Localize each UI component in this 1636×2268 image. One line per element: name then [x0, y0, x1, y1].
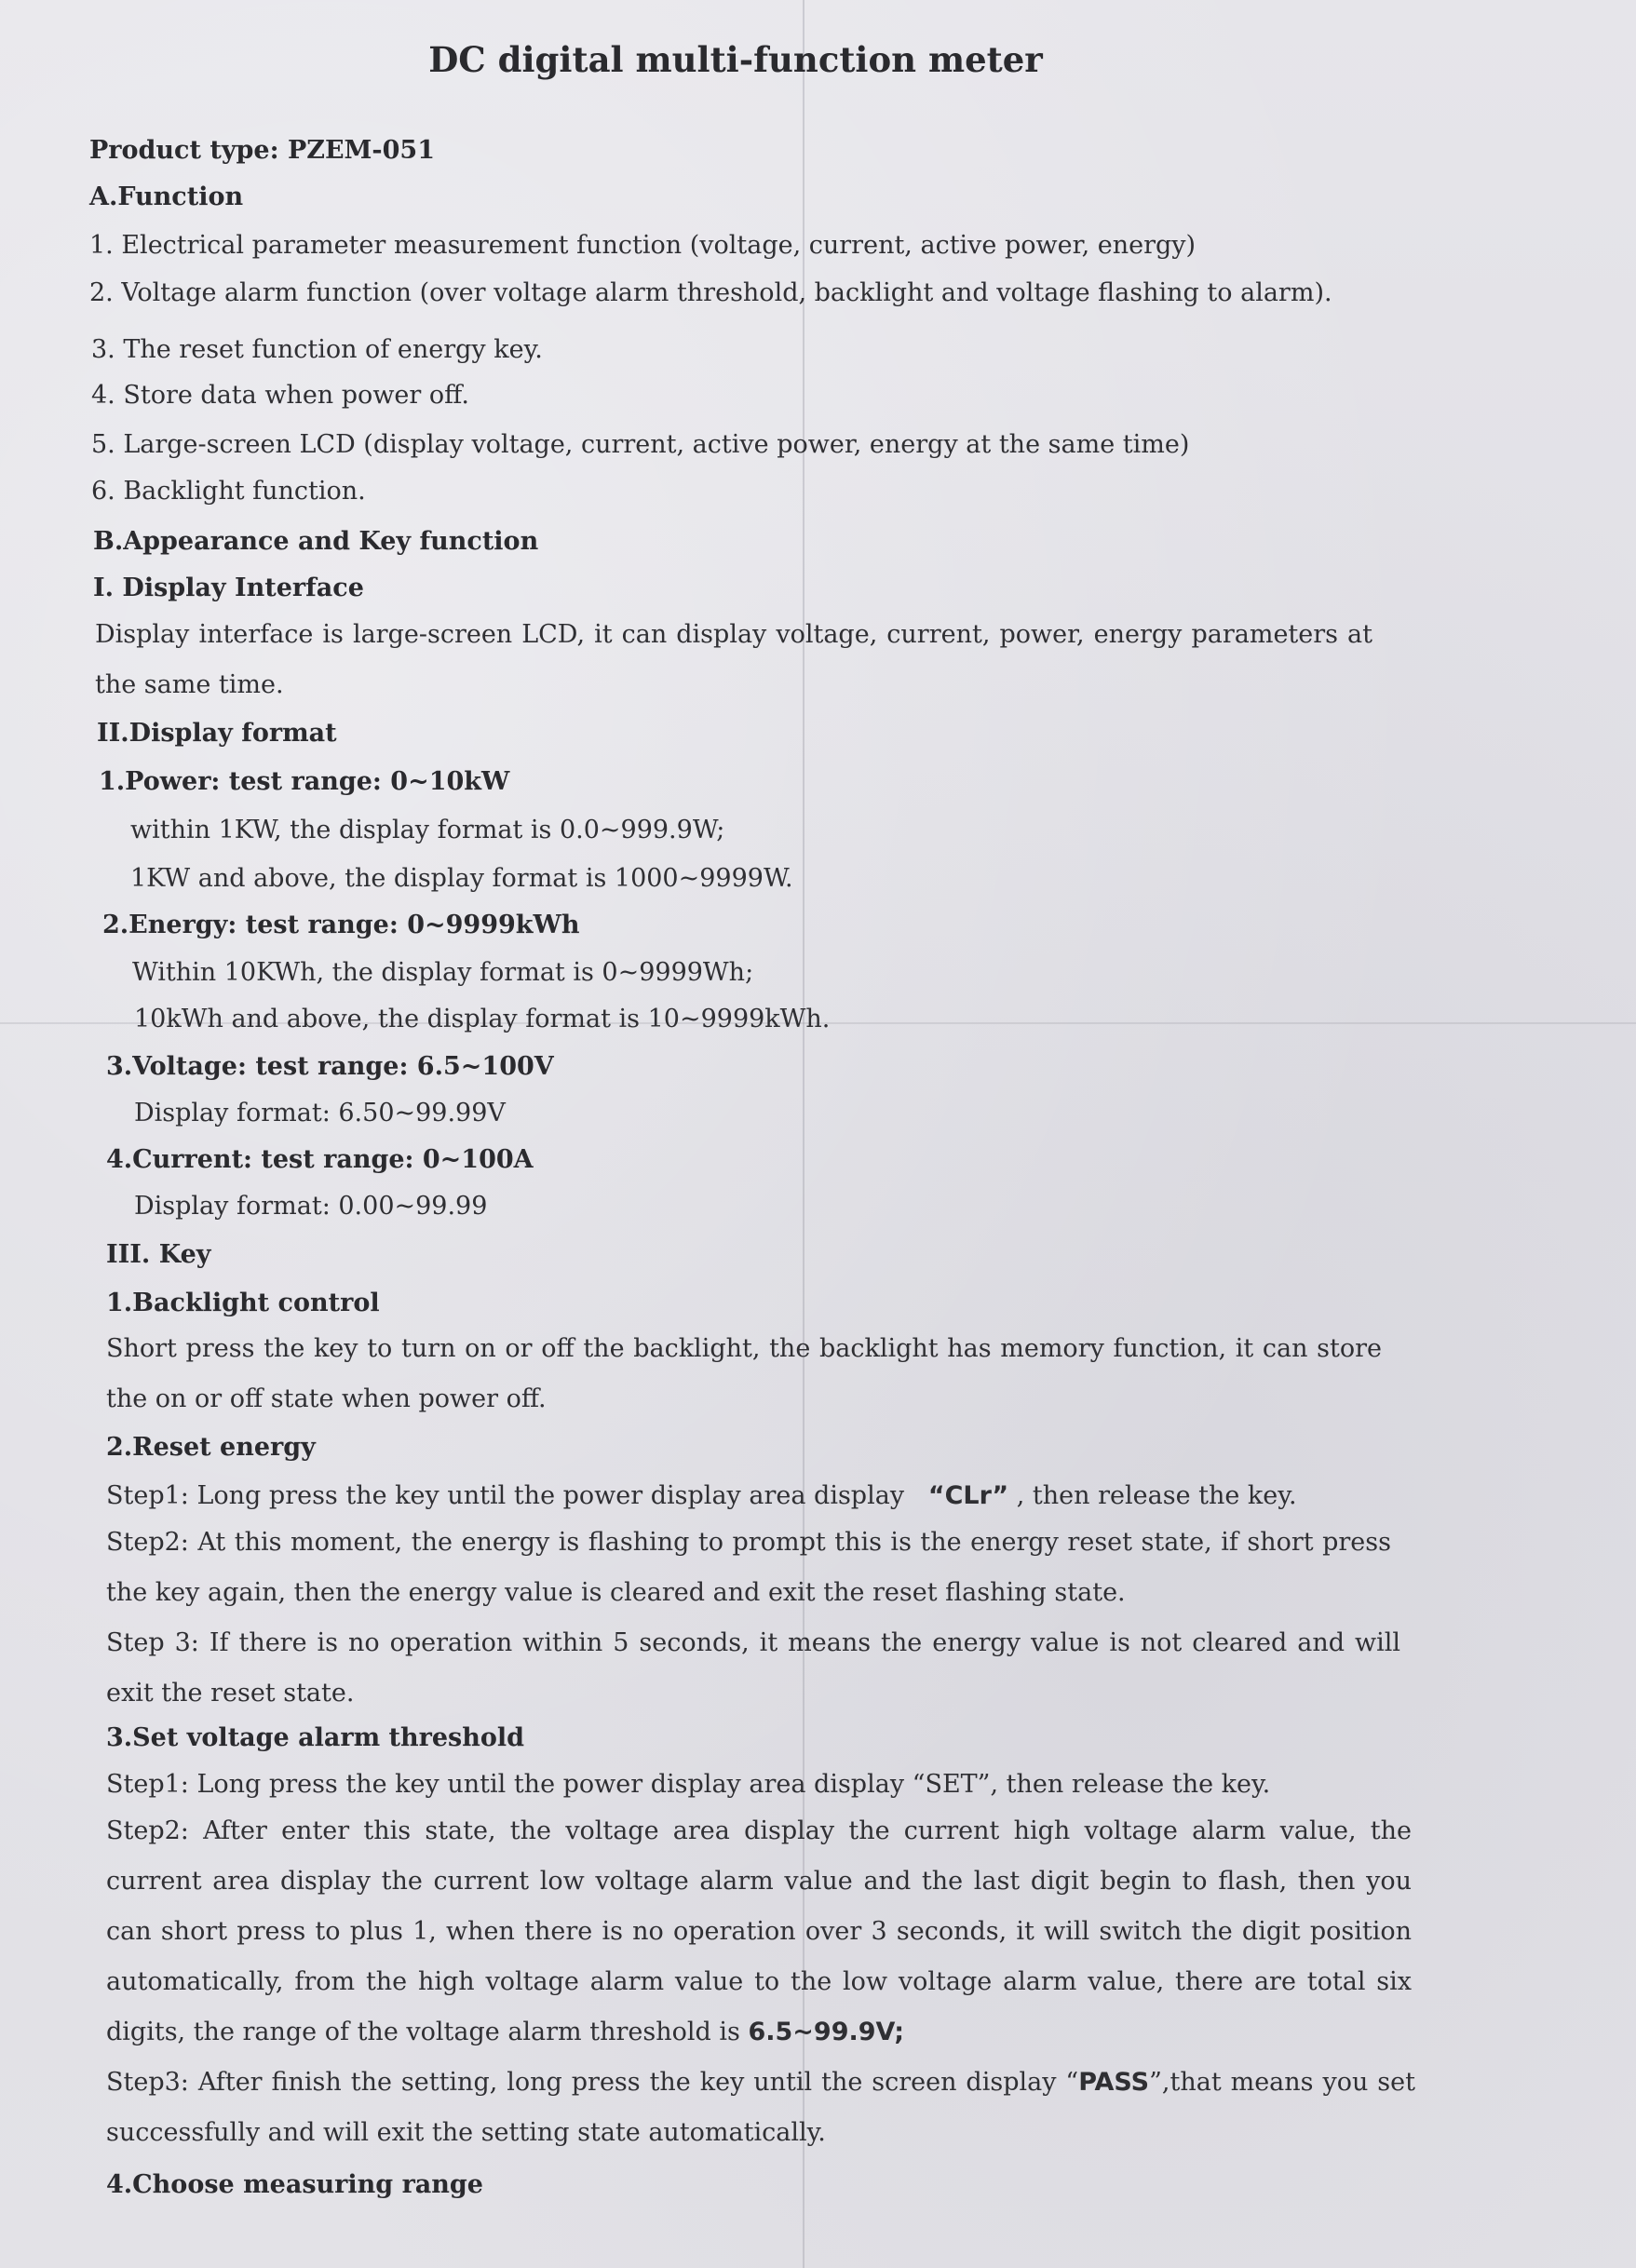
reset-step1-code: “CLr”: [927, 1481, 1009, 1510]
reset-step3: Step 3: If there is no operation within 5 seconds, it means the energy value is not cleared and will exit the reset state.: [106, 1628, 1400, 1708]
voltage-format: Display format: 6.50~99.99V: [134, 1099, 506, 1127]
current-heading: 4.Current: test range: 0~100A: [106, 1145, 534, 1174]
power-line-2: 1KW and above, the display format is 1000~9999W.: [130, 864, 793, 893]
power-line-1: within 1KW, the display format is 0.0~999.9W;: [130, 816, 725, 844]
alarm-step2-text: Step2: After enter this state, the voltage area display the current high voltage alarm value, the current area display the current low voltage alarm value and the last digit begin to flash, then you can short press to plus 1, when there is no operation over 3 seconds, it will switch the digit position automatically, from the high voltage alarm value to the low voltage alarm value, there are total six digits, the range of the voltage alarm threshold is: [106, 1816, 1412, 2046]
backlight-text: Short press the key to turn on or off the backlight, the backlight has memory function, it can store the on or off state when power off.: [106, 1334, 1382, 1413]
alarm-step1: Step1: Long press the key until the power display area display “SET”, then release the key.: [106, 1770, 1271, 1799]
display-format-heading: II.Display format: [97, 719, 337, 748]
voltage-alarm-heading: 3.Set voltage alarm threshold: [106, 1723, 525, 1752]
section-a-heading: A.Function: [89, 182, 244, 211]
reset-step2: Step2: At this moment, the energy is flashing to prompt this is the energy reset state, if short press the key again, then the energy value is cleared and exit the reset flashing state.: [106, 1528, 1391, 1607]
document-title: DC digital multi-function meter: [428, 39, 1043, 80]
function-item-3: 3. The reset function of energy key.: [91, 335, 543, 364]
reset-energy-heading: 2.Reset energy: [106, 1433, 316, 1462]
display-interface-heading: I. Display Interface: [93, 574, 364, 602]
alarm-step2: [106, 1806, 1412, 2058]
voltage-heading: 3.Voltage: test range: 6.5~100V: [106, 1052, 554, 1081]
function-item-2: 2. Voltage alarm function (over voltage alarm threshold, backlight and voltage flashing to alarm).: [89, 278, 1332, 307]
energy-heading: 2.Energy: test range: 0~9999kWh: [102, 911, 580, 939]
measuring-range-heading: 4.Choose measuring range: [106, 2170, 483, 2199]
section-b-heading: B.Appearance and Key function: [93, 527, 539, 556]
alarm-step3-text: Step3: After finish the setting, long press the key until the screen display “: [106, 2068, 1079, 2097]
backlight-heading: 1.Backlight control: [106, 1289, 380, 1317]
current-format: Display format: 0.00~99.99: [134, 1192, 488, 1221]
display-interface-text: Display interface is large-screen LCD, it can display voltage, current, power, energy parameters at the same time.: [95, 620, 1372, 699]
alarm-step3-suffix: ”,that means you set successfully and will exit the setting state automatically.: [106, 2068, 1415, 2147]
function-item-4: 4. Store data when power off.: [91, 381, 469, 410]
alarm-step2-range: 6.5~99.9V;: [748, 2018, 905, 2046]
product-type: Product type: PZEM-051: [89, 136, 435, 165]
function-item-1: 1. Electrical parameter measurement function (voltage, current, active power, energy): [89, 231, 1197, 260]
power-heading: 1.Power: test range: 0~10kW: [99, 767, 510, 796]
reset-step1-suffix: , then release the key.: [1016, 1481, 1297, 1510]
energy-line-1: Within 10KWh, the display format is 0~9999Wh;: [132, 958, 754, 987]
energy-line-2: 10kWh and above, the display format is 10~9999kWh.: [134, 1005, 831, 1033]
function-item-5: 5. Large-screen LCD (display voltage, current, active power, energy at the same time): [91, 430, 1190, 459]
key-heading: III. Key: [106, 1240, 211, 1269]
alarm-step3-code: PASS: [1078, 2068, 1150, 2097]
reset-step1: [106, 1478, 1297, 1515]
function-item-6: 6. Backlight function.: [91, 477, 366, 506]
alarm-step3: [106, 2058, 1415, 2158]
reset-step1-text: Step1: Long press the key until the power display area display: [106, 1481, 905, 1510]
